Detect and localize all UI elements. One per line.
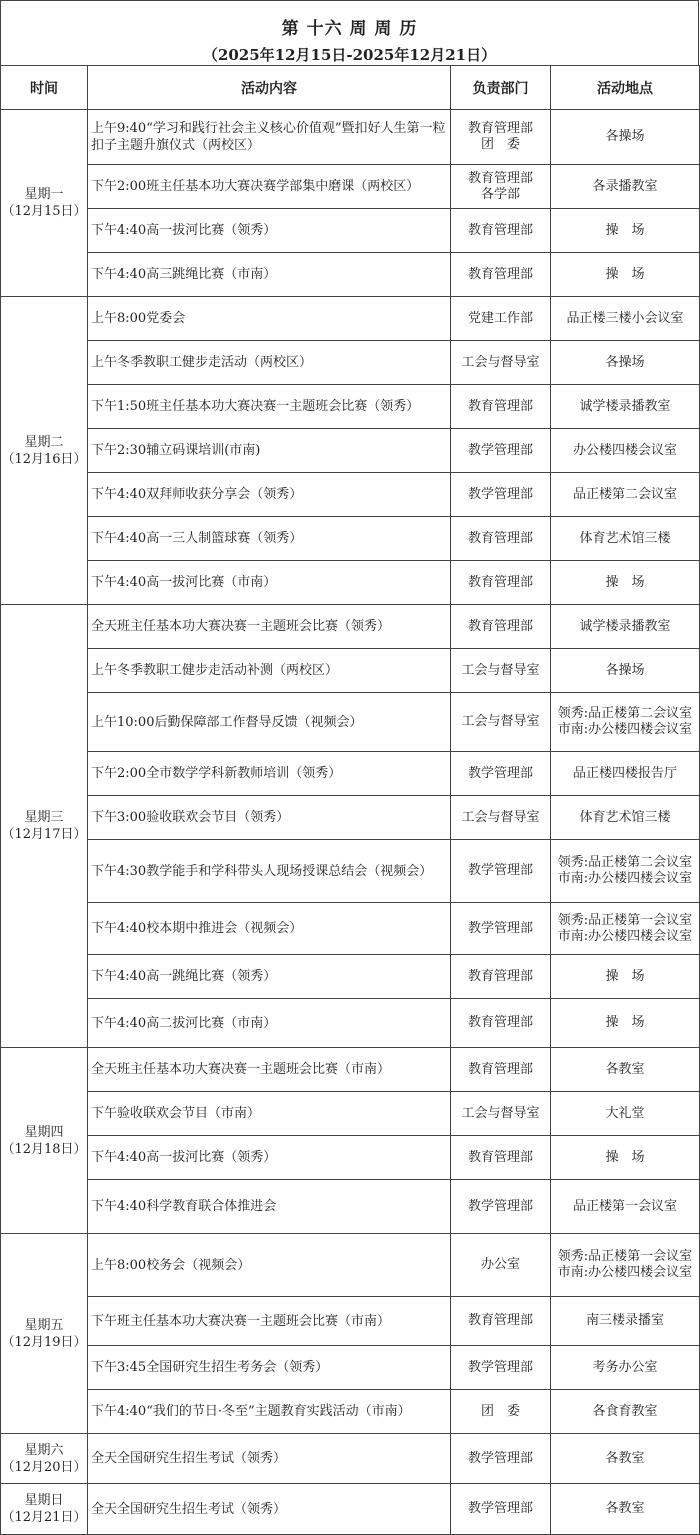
activity-cell: 下午2:00全市数学学科新教师培训（领秀） [88, 752, 451, 796]
table-row [1, 1180, 700, 1234]
place-cell: 品正楼三楼小会议室 [551, 297, 700, 341]
place-cell: 诚学楼录播教室 [551, 605, 700, 649]
dept-cell: 工会与督导室 [451, 649, 551, 693]
activity-cell: 上午10:00后勤保障部工作督导反馈（视频会） [88, 693, 451, 752]
activity-cell: 全天全国研究生招生考试（领秀） [88, 1484, 451, 1535]
table-row [1, 1434, 700, 1484]
table-row [1, 385, 700, 429]
activity-cell: 上午冬季教职工健步走活动补测（两校区） [88, 649, 451, 693]
activity-cell: 下午2:30辅立码课培训(市南) [88, 429, 451, 473]
table-row [1, 796, 700, 840]
activity-cell: 下午4:40高一拔河比赛（领秀） [88, 1136, 451, 1180]
dept-cell: 工会与督导室 [451, 796, 551, 840]
dept-cell-line: 教育管理部 [467, 170, 533, 186]
table-row [1, 165, 700, 209]
activity-cell: 下午3:00验收联欢会节目（领秀） [88, 796, 451, 840]
table-row [1, 561, 700, 605]
place-cell: 南三楼录播室 [551, 1297, 700, 1346]
table-row [1, 999, 700, 1048]
dept-cell-line: 各学部 [480, 186, 520, 202]
table-row [1, 1136, 700, 1180]
dept-cell: 办公室 [451, 1234, 551, 1297]
day-name: 星期六 [24, 1442, 64, 1458]
day-name: 星期二 [24, 434, 64, 450]
column-header-dept: 负责部门 [451, 66, 551, 110]
day-cell [1, 605, 88, 1048]
place-cell: 操 场 [551, 955, 700, 999]
day-name: 星期一 [24, 187, 64, 202]
day-cell [1, 297, 88, 605]
dept-cell: 教育管理部 [451, 517, 551, 561]
place-cell-line: 市南:办公楼四楼会议室 [557, 871, 693, 886]
activity-cell: 全天班主任基本功大赛决赛一主题班会比赛（领秀） [88, 605, 451, 649]
day-date: （12月19日） [1, 1334, 87, 1350]
dept-cell: 工会与督导室 [451, 693, 551, 752]
place-cell: 考务办公室 [551, 1346, 700, 1390]
dept-cell: 教学管理部 [451, 752, 551, 796]
table-header-row [1, 66, 700, 110]
table-row [1, 903, 700, 955]
table-row [1, 1346, 700, 1390]
activity-cell: 下午4:40“我们的节日·冬至”主题教育实践活动（市南） [88, 1390, 451, 1434]
day-date: （12月20日） [1, 1459, 87, 1475]
place-cell: 诚学楼录播教室 [551, 385, 700, 429]
table-row [1, 649, 700, 693]
day-date: （12月16日） [1, 451, 87, 467]
place-cell: 各教室 [551, 1484, 700, 1535]
activity-cell: 上午冬季教职工健步走活动（两校区） [88, 341, 451, 385]
dept-cell: 教育管理部 [451, 1136, 551, 1180]
dept-cell: 教育管理部 [451, 955, 551, 999]
table-row [1, 752, 700, 796]
table-row [1, 1297, 700, 1346]
place-cell-line: 领秀:品正楼第一会议室 [557, 1249, 693, 1264]
page-title: 第 十六 周 周 历 [281, 19, 418, 39]
day-date: （12月18日） [1, 1141, 87, 1157]
activity-cell: 下午4:40校本期中推进会（视频会） [88, 903, 451, 955]
activity-cell: 下午班主任基本功大赛决赛一主题班会比赛（市南） [88, 1297, 451, 1346]
table-row [1, 1390, 700, 1434]
place-cell: 品正楼第一会议室 [551, 1180, 700, 1234]
day-date: （12月21日） [1, 1510, 87, 1525]
dept-cell: 党建工作部 [451, 297, 551, 341]
place-cell: 操 场 [551, 1136, 700, 1180]
dept-cell: 教学管理部 [451, 1484, 551, 1535]
dept-cell [451, 110, 551, 165]
place-cell: 操 场 [551, 999, 700, 1048]
place-cell [551, 1234, 700, 1297]
dept-cell: 教育管理部 [451, 209, 551, 253]
place-cell: 各教室 [551, 1048, 700, 1092]
table-row [1, 429, 700, 473]
dept-cell: 教学管理部 [451, 1180, 551, 1234]
table-row [1, 297, 700, 341]
place-cell-line: 领秀:品正楼第二会议室 [557, 855, 693, 870]
table-row [1, 1048, 700, 1092]
dept-cell: 教育管理部 [451, 253, 551, 297]
activity-cell: 上午8:00校务会（视频会） [88, 1234, 451, 1297]
column-header-time: 时间 [1, 66, 88, 110]
table-row [1, 1234, 700, 1297]
day-date: （12月15日） [1, 204, 87, 219]
activity-cell: 下午4:30教学能手和学科带头人现场授课总结会（视频会） [88, 840, 451, 903]
place-cell: 各录播教室 [551, 165, 700, 209]
table-row [1, 1484, 700, 1535]
day-name: 星期日 [24, 1493, 64, 1508]
title-block [0, 0, 699, 65]
day-name: 星期三 [24, 810, 64, 825]
day-cell [1, 1434, 88, 1484]
table-row [1, 605, 700, 649]
table-row [1, 517, 700, 561]
dept-cell: 教学管理部 [451, 1346, 551, 1390]
place-cell: 品正楼四楼报告厅 [551, 752, 700, 796]
activity-cell: 下午4:40双拜师收获分享会（领秀） [88, 473, 451, 517]
place-cell: 各教室 [551, 1434, 700, 1484]
dept-cell: 教育管理部 [451, 1297, 551, 1346]
activity-cell: 下午3:45全国研究生招生考务会（领秀） [88, 1346, 451, 1390]
day-cell [1, 1484, 88, 1535]
day-cell [1, 1048, 88, 1234]
activity-cell: 下午4:40高一三人制篮球赛（领秀） [88, 517, 451, 561]
activity-cell: 下午2:00班主任基本功大赛决赛学部集中磨课（两校区） [88, 165, 451, 209]
activity-cell: 下午4:40高一拔河比赛（领秀） [88, 209, 451, 253]
place-cell: 各食育教室 [551, 1390, 700, 1434]
place-cell: 操 场 [551, 253, 700, 297]
dept-cell: 教育管理部 [451, 1048, 551, 1092]
dept-cell: 教学管理部 [451, 429, 551, 473]
activity-cell: 全天班主任基本功大赛决赛一主题班会比赛（市南） [88, 1048, 451, 1092]
place-cell: 各操场 [551, 649, 700, 693]
place-cell-line: 市南:办公楼四楼会议室 [557, 722, 693, 737]
dept-cell: 团 委 [451, 1390, 551, 1434]
day-name: 星期四 [24, 1124, 64, 1140]
place-cell [551, 840, 700, 903]
dept-cell: 教育管理部 [451, 561, 551, 605]
place-cell: 体育艺术馆三楼 [551, 796, 700, 840]
activity-cell: 下午4:40高一拔河比赛（市南） [88, 561, 451, 605]
table-row [1, 209, 700, 253]
table-row [1, 1092, 700, 1136]
dept-cell: 教学管理部 [451, 1434, 551, 1484]
day-cell [1, 1234, 88, 1434]
activity-cell: 下午验收联欢会节目（市南） [88, 1092, 451, 1136]
dept-cell: 教学管理部 [451, 903, 551, 955]
table-row [1, 840, 700, 903]
schedule-table [0, 65, 700, 1535]
activity-cell: 下午1:50班主任基本功大赛决赛一主题班会比赛（领秀） [88, 385, 451, 429]
activity-cell: 全天全国研究生招生考试（领秀） [88, 1434, 451, 1484]
place-cell: 各操场 [551, 341, 700, 385]
place-cell-line: 领秀:品正楼第二会议室 [557, 706, 693, 721]
table-row [1, 955, 700, 999]
activity-cell: 下午4:40高三跳绳比赛（市南） [88, 253, 451, 297]
table-row [1, 253, 700, 297]
dept-cell: 教育管理部 [451, 999, 551, 1048]
date-range-subtitle: （2025年12月15日-2025年12月21日） [202, 46, 497, 64]
activity-cell: 下午4:40高二拔河比赛（市南） [88, 999, 451, 1048]
dept-cell: 教学管理部 [451, 840, 551, 903]
place-cell [551, 693, 700, 752]
place-cell-line: 市南:办公楼四楼会议室 [557, 1265, 693, 1280]
dept-cell: 教学管理部 [451, 473, 551, 517]
place-cell: 办公楼四楼会议室 [551, 429, 700, 473]
table-row [1, 341, 700, 385]
place-cell: 操 场 [551, 561, 700, 605]
place-cell [551, 903, 700, 955]
column-header-place: 活动地点 [551, 66, 700, 110]
dept-cell: 工会与督导室 [451, 1092, 551, 1136]
place-cell-line: 市南:办公楼四楼会议室 [557, 928, 693, 944]
table-row [1, 693, 700, 752]
place-cell-line: 领秀:品正楼第一会议室 [557, 912, 693, 928]
dept-cell-line: 团 委 [480, 137, 520, 152]
day-cell [1, 110, 88, 297]
activity-cell: 下午4:40高一跳绳比赛（领秀） [88, 955, 451, 999]
activity-cell: 下午4:40科学教育联合体推进会 [88, 1180, 451, 1234]
day-name: 星期五 [24, 1317, 64, 1333]
dept-cell-line: 教育管理部 [467, 121, 533, 136]
place-cell: 品正楼第二会议室 [551, 473, 700, 517]
column-header-activity: 活动内容 [88, 66, 451, 110]
dept-cell [451, 165, 551, 209]
dept-cell: 教育管理部 [451, 605, 551, 649]
activity-cell: 上午9:40“学习和践行社会主义核心价值观”暨扣好人生第一粒扣子主题升旗仪式（两校区） [88, 110, 451, 165]
place-cell: 大礼堂 [551, 1092, 700, 1136]
place-cell: 体育艺术馆三楼 [551, 517, 700, 561]
activity-cell: 上午8:00党委会 [88, 297, 451, 341]
dept-cell: 工会与督导室 [451, 341, 551, 385]
dept-cell: 教育管理部 [451, 385, 551, 429]
table-row [1, 110, 700, 165]
day-date: （12月17日） [1, 827, 87, 842]
place-cell: 各操场 [551, 110, 700, 165]
place-cell: 操 场 [551, 209, 700, 253]
schedule-body [1, 110, 700, 1535]
table-row [1, 473, 700, 517]
